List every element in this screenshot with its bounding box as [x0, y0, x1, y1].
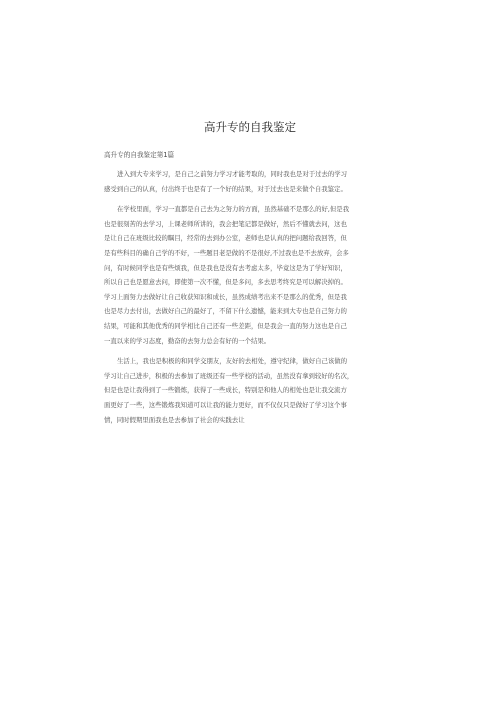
- section-heading: 高升专的自我鉴定第1篇: [104, 151, 175, 159]
- paragraph-line: 结果，可能和其他优秀的同学相比自己还有一些差距，但是我会一直的努力这也是自己: [104, 321, 347, 330]
- paragraph-line: 也是尽力去付出，去做好自己的最好了，不留下什么遗憾，能来到大专也是自己努力的: [104, 307, 347, 316]
- paragraph-line: 情，同时假期里面我也是去参加了社会的实践去让: [104, 415, 245, 424]
- paragraph-line: 感受到自己的认真，付出终于也是有了一个好的结果，对于过去也是来做个自我鉴定。: [104, 184, 347, 193]
- paragraph-line: 是让自己在班级比较的瞩目，经常的去到办公室，老师也是认真的把问题给我回答，但: [104, 234, 347, 243]
- paragraph-3: [104, 354, 398, 427]
- document-body: [104, 167, 398, 433]
- paragraph-line: 所以自己也是愿意去问，即使第一次不懂，但是多问，多去思考终究是可以解决掉的。: [104, 278, 347, 287]
- paragraph-line: 进入到大专来学习，是自己之前努力学习才能考取的，同时我也是对于过去的学习: [117, 170, 348, 178]
- paragraph-2: [104, 202, 398, 348]
- paragraph-line: 在学校里面，学习一直都是自己去为之努力的方面，虽然基础不是那么的好,但是我: [117, 205, 350, 214]
- paragraph-line: 生活上，我也是积极的和同学交朋友，友好的去相处，遵守纪律，做好自己该做的: [117, 357, 348, 366]
- paragraph-line: 也是很刻苦的去学习，上课老师所讲的，我会把笔记都是做好，然后不懂就去问，这也: [104, 219, 347, 228]
- paragraph-1: [104, 167, 398, 196]
- paragraph-line: 问，有时候同学也是有些烦我，但是我也是没有去考虑太多，毕竟这是为了学好知识，: [104, 263, 347, 272]
- paragraph-line: 学习让自己进步，积极的去参加了班级还有一些学校的活动，虽然没有拿到较好的名次，: [104, 371, 354, 380]
- paragraph-line: 但是也是让我得到了一些锻炼，获得了一些成长，特别是和他人的相处也是让我交流方: [104, 386, 347, 395]
- paragraph-line: 是有些科目的确自己学的不好，一些题目老是做的不是很好,不过我也是不去放弃，会多: [104, 248, 349, 257]
- paragraph-line: 一直以来的学习态度，勤奋的去努力总会有好的一个结果。: [104, 336, 271, 345]
- paragraph-line: 学习上面努力去做好让自己收获知识和成长，虽然成绩考出来不是那么的优秀，但是我: [104, 292, 347, 301]
- document-title: 高升专的自我鉴定: [204, 120, 296, 134]
- paragraph-line: 面更好了一些，这些锻炼我知道可以让我的能力更好，而不仅仅只是做好了学习这个事: [104, 400, 347, 409]
